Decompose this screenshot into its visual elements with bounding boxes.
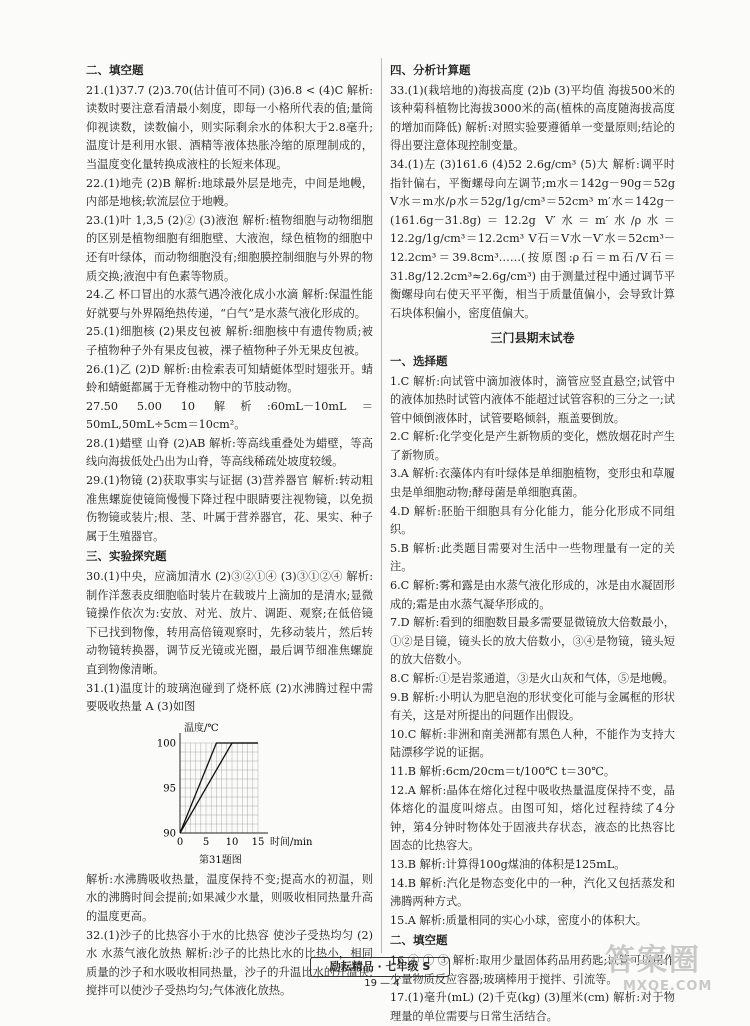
choice-14: 14.B 解析:汽化是物态变化中的一种，汽化又包括蒸发和沸腾两种方式。 [390, 876, 675, 909]
answer-33: 33.(1)(栽培地的)海拔高度 (2)b (3)平均值 海拔500米的该种菊科植物比海拔3000米的高(植株的高度随海拔高度的增加而降低) 解析:对照实验要遵循单一变量原则;结论的得出要注意体现控制变量。 [390, 83, 675, 153]
answer-25: 25.(1)细胞核 (2)果皮包被 解析:细胞核中有遗传物质;被子植物种子外有果皮包被，裸子植物种子外无果皮包被。 [86, 325, 373, 357]
choice-10: 10.C 解析:非洲和南美洲都有黑色人种，不能作为支持大陆漂移学说的证据。 [390, 727, 675, 760]
choice-1: 1.C 解析:向试管中滴加液体时，滴管应竖直悬空;试管中的液体加热时试管内液体不能超过试管容积的三分之一;试管中倾倒液体时，试管要略倾斜，瓶盖要倒放。 [390, 374, 675, 425]
section-heading-fill-2: 二、填空题 [390, 933, 448, 948]
choice-15: 15.A 解析:质量相同的实心小球，密度小的体积大。 [390, 913, 647, 927]
answer-31-part1: 31.(1)温度计的玻璃泡碰到了烧杯底 (2)水沸腾过程中需要吸收热量 A (3)如图 [86, 681, 373, 714]
section-heading-choice: 一、选择题 [390, 353, 448, 368]
graph-y-axis-label: 温度/℃ [184, 722, 219, 734]
choice-8: 8.C 解析:①是岩浆通道，③是火山灰和气体，⑤是地幔。 [390, 672, 674, 685]
graph-svg [86, 719, 373, 867]
choice-9: 9.B 解析:小明认为肥皂泡的形状变化可能与金属框的形状有关，这是对所提出的问题作出假设。 [390, 690, 675, 723]
footer-brand: 励耘精品 · 七年级 S [310, 957, 450, 977]
fill-17: 17.(1)毫升(mL) (2)千克(kg) (3)厘米(cm) 解析:对于物理量的单位需要与日常生活结合。 [390, 991, 675, 1023]
watermark-line1: 答案圈 [605, 943, 701, 978]
graph-x-axis-label: 时间/min [270, 836, 313, 848]
choice-2: 2.C 解析:化学变化是产生新物质的变化，燃放烟花时产生了新物质。 [390, 430, 675, 462]
x-tick-label: 15 [251, 836, 265, 848]
section-heading-calculation: 四、分析计算题 [390, 63, 471, 77]
watermark [605, 935, 712, 994]
answer-31-analysis: 解析:水沸腾吸收热量，温度保持不变;提高水的初温，则水的沸腾时间会提前;如果减少水量，则吸收相同热量升高的温度更高。 [86, 872, 373, 923]
answer-22: 22.(1)地壳 (2)B 解析:地球最外层是地壳，中间是地幔，内部是地核;软流层位于地幔。 [86, 176, 373, 209]
answer-23: 23.(1)叶 1,3,5 (2)② (3)液泡 解析:植物细胞与动物细胞的区别是植物细胞有细胞壁、大液泡，绿色植物的细胞中还有叶绿体，而动物细胞没有;细胞膜控制细胞与外界的物质交换;液泡中有色素等物质。 [86, 213, 373, 283]
answer-24: 24.乙 杯口冒出的水蒸气遇冷液化成小水滴 解析:保温性能好就要与外界隔绝热传递，“白气”是水蒸气液化形成的。 [86, 288, 373, 320]
graph-caption: 第31题图 [199, 854, 242, 866]
answer-30: 30.(1)中央，应滴加清水 (2)③②①④ (3)③①②④ 解析:制作洋葱表皮细胞临时装片在载玻片上滴加的是清水;显微镜操作依次为:安放、对光、放片、调距、观察;在低倍镜下已找到物像，转用高倍镜观察时，先移动装片，然后转动物镜转换器，调节反光镜或光圈，最后调节细准焦螺旋直到物像清晰。 [86, 570, 373, 676]
x-tick-label: 5 [202, 836, 210, 848]
y-tick-label: 90 [163, 828, 176, 840]
y-tick-label: 100 [156, 738, 176, 750]
y-tick-label: 95 [163, 783, 176, 795]
choice-5: 5.B 解析:此类题目需要对生活中一些物理量有一定的关注。 [390, 541, 675, 574]
choice-3: 3.A 解析:衣藻体内有叶绿体是单细胞植物，变形虫和草履虫是单细胞动物;酵母菌是单细胞真菌。 [390, 467, 675, 500]
answer-34: 34.(1)左 (3)161.6 (4)52 2.6g/cm³ (5)大 解析:调平时指针偏右，平衡螺母向左调节;m水＝142g－90g＝52g V水＝m水/ρ水＝52g/1g/cm³＝52cm³ m′水＝142g－(161.6g－31.8g)＝12.2g V′水＝m′水/ρ水＝12.2g/1g/cm³＝12.2cm³ V石＝V水－V′水＝52cm³－12.2cm³＝39.8cm³……(按原图:ρ石＝m石/V石＝31.8g/12.2cm³≈2.6g/cm³) 由于测量过程中通过调节平衡螺母向右使天平平衡，相当于质量值偏小，会导致计算石块体积偏小，密度值偏大。 [390, 157, 675, 320]
page-number: 19 — 4 [364, 978, 400, 989]
column-divider [381, 58, 382, 953]
choice-4: 4.D 解析:胚胎干细胞具有分化能力，能分化形成不同组织。 [390, 504, 675, 537]
choice-12: 12.A 解析:晶体在熔化过程中吸收热量温度保持不变，晶体熔化的温度叫熔点。由图可知，熔化过程持续了4分钟，第4分钟时物体处于固液共存状态，液态的比热容比固态的比热容大。 [390, 783, 675, 853]
temperature-time-graph [86, 719, 373, 867]
fill-16: 16.④ ① ③ 解析:取用少量固体药品用药匙;试管可以用作少量物质反应容器;玻璃棒用于搅拌、引流等。 [390, 953, 675, 986]
answer-27: 27.50 5.00 10 解析:60mL－10mL＝50mL,50mL÷5cm＝10cm²。 [86, 399, 373, 432]
choice-11: 11.B 解析:6cm/20cm＝t/100℃ t＝30℃。 [390, 764, 616, 778]
answer-29: 29.(1)物镜 (2)获取事实与证据 (3)营养器官 解析:转动粗准焦螺旋使镜筒慢慢下降过程中眼睛要注视物镜，以免损伤物镜或装片;根、茎、叶属于营养器官，花、果实、种子属于生殖器官。 [86, 474, 373, 543]
x-tick-label: 0 [176, 836, 184, 848]
choice-7: 7.D 解析:看到的细胞数目最多需要显微镜放大倍数最小，①②是目镜，镜头长的放大倍数小，③④是物镜，镜头短的放大倍数小。 [390, 616, 675, 667]
right-column [390, 60, 675, 1026]
left-column [86, 60, 373, 1001]
section-heading-fill: 二、填空题 [86, 63, 144, 77]
answer-26: 26.(1)乙 (2)D 解析:由检索表可知蜻蜓体型时翅张开。蜻蛉和蜻蜓都属于无脊椎动物中的节肢动物。 [86, 362, 373, 395]
watermark-line2: MXQE.COM [623, 979, 713, 994]
x-tick-label: 10 [225, 836, 239, 848]
answer-28: 28.(1)蜡壁 山脊 (2)AB 解析:等高线重叠处为蜡壁，等高线向海拔低处凸出为山脊，等高线稀疏处坡度较缓。 [86, 436, 373, 469]
answer-21: 21.(1)37.7 (2)3.70(估计值可不同) (3)6.8 < (4)C 解析:读数时要注意看清最小刻度，即每一小格所代表的值;量筒仰视读数，读数偏小，则实际剩余水的体积大于2.8毫升;温度计是利用水银、酒精等液体热胀冷缩的原理制成的，当温度变化量转换成液柱的长短来体现。 [86, 83, 373, 171]
choice-13: 13.B 解析:计算得100g煤油的体积是125mL。 [390, 857, 626, 871]
choice-6: 6.C 解析:雾和露是由水蒸气液化形成的，冰是由水凝固形成的;霜是由水蒸气凝华形成的。 [390, 579, 675, 611]
section-heading-experiment: 三、实验探究题 [86, 549, 167, 564]
answer-32: 32.(1)沙子的比热容小于水的比热容 使沙子受热均匀 (2)水 水蒸气液化放热 解析:沙子的比热比水的比热小，相同质量的沙子和水吸收相同热量，沙子的升温比水的升温快;搅拌可以使沙子受热均匀;气体液化放热。 [86, 928, 373, 998]
exam-title: 三门县期末试卷 [490, 331, 575, 346]
